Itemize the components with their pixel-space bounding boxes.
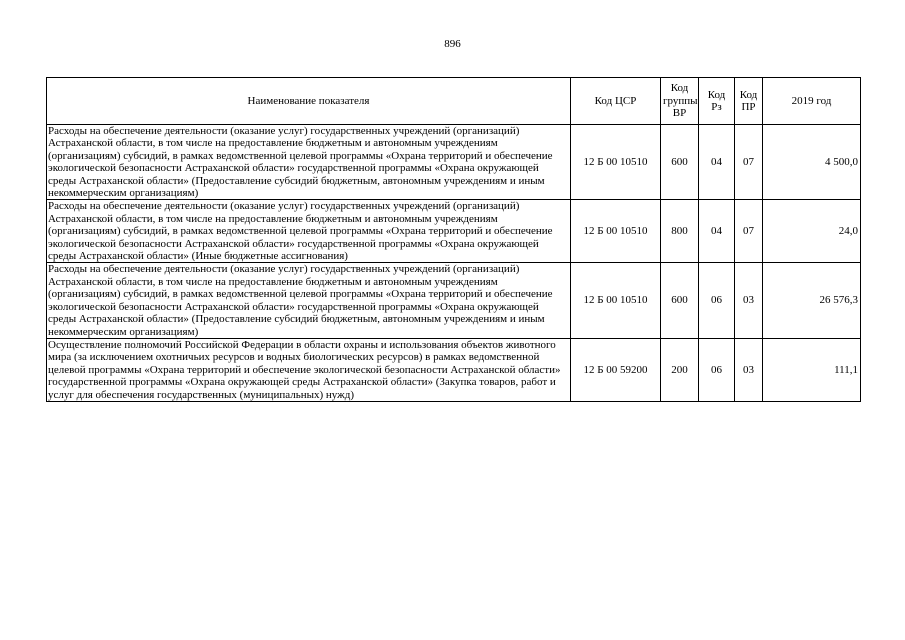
row-pr: 07 xyxy=(735,125,763,200)
header-pr-line-1: Код xyxy=(739,88,758,101)
header-rz xyxy=(699,78,735,125)
budget-table xyxy=(46,77,861,402)
header-pr xyxy=(735,78,763,125)
row-name: Расходы на обеспечение деятельности (оказание услуг) государственных учреждений (организаций) Астраханской области, в том числе на предоставление бюджетным и автономным учреждениям (организациям) субсидий, в рамках ведомственной целевой программы «Охрана территорий и обеспечение экологической безопасности Астраханской области» государственной программы «Охрана окружающей среды Астраханской области» (Предоставление субсидий бюджетным, автономным учреждениям и иным некоммерческим организациям) xyxy=(47,125,571,200)
row-amount: 4 500,0 xyxy=(763,125,861,200)
row-rz: 06 xyxy=(699,338,735,401)
header-rz-line-1: Код xyxy=(707,88,726,101)
row-rz: 06 xyxy=(699,263,735,338)
header-pr-line-2: ПР xyxy=(741,101,756,113)
row-amount: 111,1 xyxy=(763,338,861,401)
table-row xyxy=(47,338,861,401)
header-year: 2019 год xyxy=(763,78,861,125)
header-vr xyxy=(661,78,699,125)
table-row xyxy=(47,200,861,263)
row-vr: 200 xyxy=(661,338,699,401)
page-number: 896 xyxy=(444,38,461,50)
row-csr: 12 Б 00 10510 xyxy=(571,125,661,200)
table-row xyxy=(47,125,861,200)
row-rz: 04 xyxy=(699,125,735,200)
row-name: Расходы на обеспечение деятельности (оказание услуг) государственных учреждений (организаций) Астраханской области, в том числе на предоставление бюджетным и автономным учреждениям (организациям) субсидий, в рамках ведомственной целевой программы «Охрана территорий и обеспечение экологической безопасности Астраханской области» государственной программы «Охрана окружающей среды Астраханской области» (Иные бюджетные ассигнования) xyxy=(47,200,571,263)
row-vr: 600 xyxy=(661,125,699,200)
row-vr: 800 xyxy=(661,200,699,263)
row-pr: 03 xyxy=(735,338,763,401)
row-csr: 12 Б 00 59200 xyxy=(571,338,661,401)
header-vr-line-2: группы xyxy=(663,94,698,107)
row-csr: 12 Б 00 10510 xyxy=(571,263,661,338)
row-pr: 03 xyxy=(735,263,763,338)
table-header-row xyxy=(47,78,861,125)
header-vr-line-1: Код xyxy=(670,82,689,95)
header-csr: Код ЦСР xyxy=(571,78,661,125)
header-vr-line-3: ВР xyxy=(672,107,687,120)
row-amount: 24,0 xyxy=(763,200,861,263)
row-pr: 07 xyxy=(735,200,763,263)
row-csr: 12 Б 00 10510 xyxy=(571,200,661,263)
row-amount: 26 576,3 xyxy=(763,263,861,338)
header-rz-line-2: Рз xyxy=(711,101,722,113)
table-row xyxy=(47,263,861,338)
row-name: Осуществление полномочий Российской Федерации в области охраны и использования объектов животного мира (за исключением охотничьих ресурсов и водных биологических ресурсов) в рамках ведомственной целевой программы «Охрана территорий и обеспечение экологической безопасности Астраханской области» государственной программы «Охрана окружающей среды Астраханской области» (Закупка товаров, работ и услуг для обеспечения государственных (муниципальных) нужд) xyxy=(47,338,571,401)
header-name: Наименование показателя xyxy=(47,78,571,125)
row-vr: 600 xyxy=(661,263,699,338)
row-name: Расходы на обеспечение деятельности (оказание услуг) государственных учреждений (организаций) Астраханской области, в том числе на предоставление бюджетным и автономным учреждениям (организациям) субсидий, в рамках ведомственной целевой программы «Охрана территорий и обеспечение экологической безопасности Астраханской области» государственной программы «Охрана окружающей среды Астраханской области» (Предоставление субсидий бюджетным, автономным учреждениям и иным некоммерческим организациям) xyxy=(47,263,571,338)
row-rz: 04 xyxy=(699,200,735,263)
